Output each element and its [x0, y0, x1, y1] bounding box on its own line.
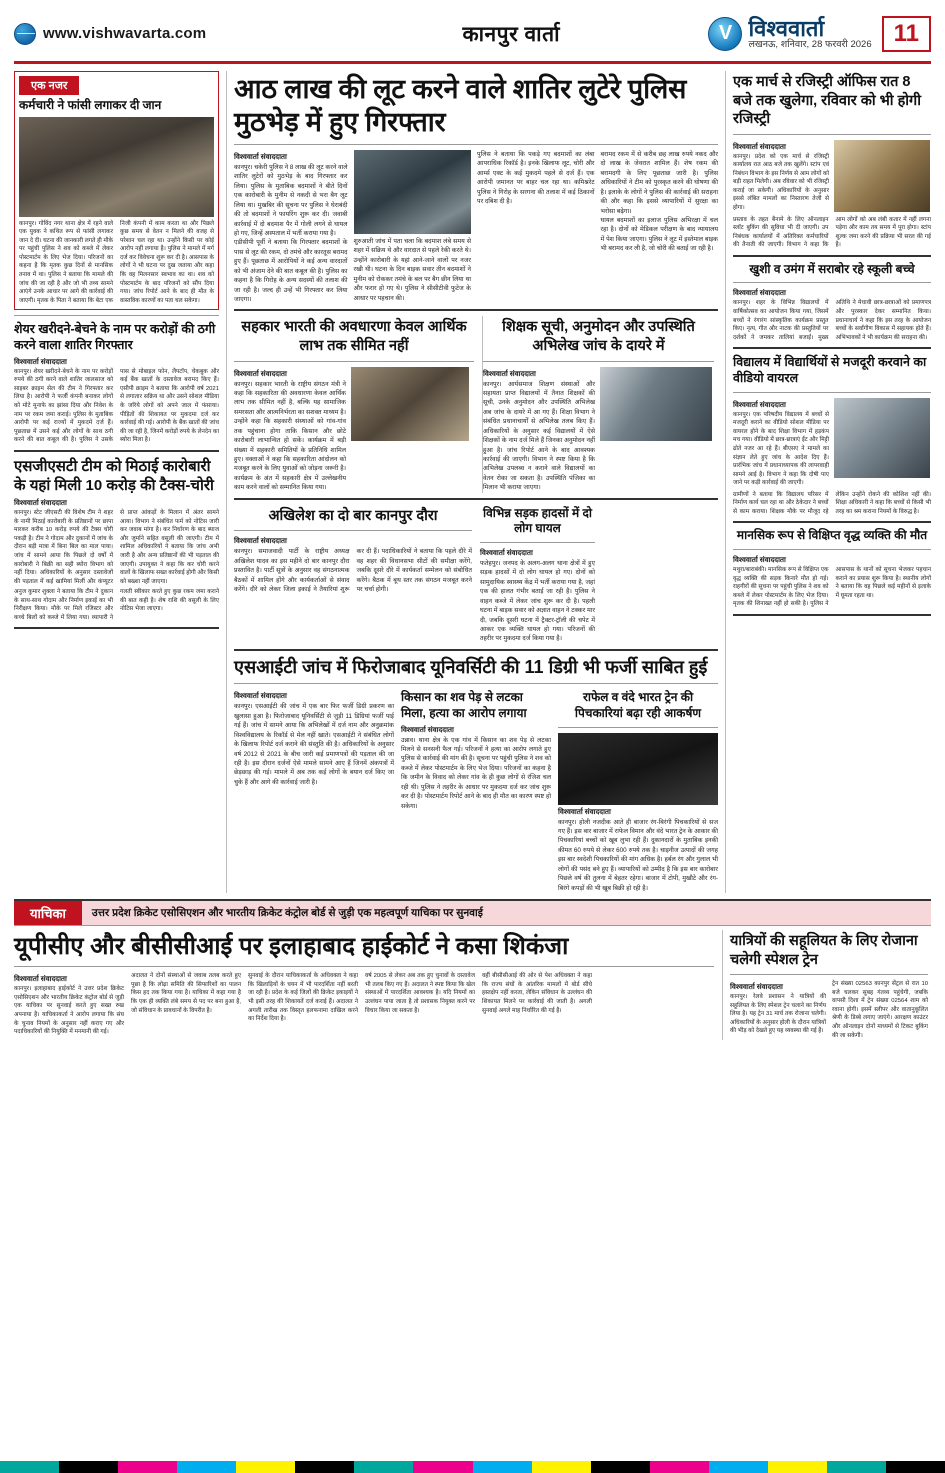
lead-col-3: [477, 150, 595, 305]
cmyk-swatch: [591, 1461, 650, 1473]
lead-col-2: [354, 150, 472, 305]
bottom-p3: सुनवाई के दौरान याचिकाकर्ता के अधिवक्ता ने कहा कि खिलाड़ियों के चयन में भी पारदर्शिता नहीं बरती जा रही है। प्रदेश के कई जिलों की क्रिकेट इकाइयों ने भी इसी तरह की शिकायतें दर्ज कराई हैं। अदालत ने अगली तारीख तक विस्तृत हलफनामा दाखिल करने का निर्देश दिया है।: [248, 973, 358, 1023]
cmyk-swatch: [0, 1461, 59, 1473]
eknazar-photo: [19, 117, 214, 217]
cmyk-swatch: [177, 1461, 236, 1473]
sub-stories-row: [234, 316, 718, 492]
story-farmer-text: उन्नाव। थाना क्षेत्र के एक गांव में किसान का शव पेड़ से लटका मिलने से सनसनी फैल गई। परिजनों ने हत्या का आरोप लगाते हुए पुलिस से कार्रवाई की मांग की है। सूचना पर पहुंची पुलिस ने शव को कब्जे में लेकर पोस्टमार्टम के लिए भेज दिया। परिजनों का कहना है कि जमीन के विवाद को लेकर गांव के ही कुछ लोगों से रंजिश चल रही थी। पुलिस ने तहरीर के आधार पर मुकदमा दर्ज कर जांच शुरू कर दी है। पोस्टमार्टम रिपोर्ट आने के बाद ही मौत का कारण स्पष्ट हो सकेगा।: [401, 736, 551, 810]
story-sit-block: [234, 689, 718, 893]
bottom-p5: वहीं बीसीसीआई की ओर से पेश अधिवक्ता ने कहा कि राज्य संघों के आंतरिक मामलों में बोर्ड सीधे हस्तक्षेप नहीं करता, लेकिन संविधान के उल्लंघन की शिकायत मिलने पर कार्रवाई की जाती है। अगली सुनवाई अगले माह निर्धारित की गई है।: [482, 973, 592, 1014]
masthead: [14, 10, 931, 64]
story-sahkar-text: कानपुर। सहकार भारती के राष्ट्रीय संगठन मंत्री ने कहा कि सहकारिता की अवधारणा केवल आर्थिक लाभ तक सीमित नहीं है, बल्कि यह सामाजिक समरसता और आत्मनिर्भरता का सशक्त माध्यम है। उन्होंने कहा कि सहकारी संस्थाओं को गांव-गांव तक पहुंचाना होगा ताकि किसान और छोटे कारोबारी लाभान्वित हो सकें। कार्यक्रम में बड़ी संख्या में सहकारी समितियों के प्रतिनिधि शामिल हुए। वक्ताओं ने कहा कि सहकारिता आंदोलन को मजबूत करने के लिए युवाओं को जोड़ना जरूरी है। कार्यक्रम के अंत में सहकारी क्षेत्र में उल्लेखनीय काम करने वालों को सम्मानित किया गया।: [234, 380, 346, 492]
story-registry-headline: एक मार्च से रजिस्ट्री ऑफिस रात 8 बजे तक खुलेगा, रविवार को भी होगी रजिस्ट्री: [733, 74, 921, 128]
cmyk-swatch: [886, 1461, 945, 1473]
story-sit-headline: एसआईटी जांच में फिरोजाबाद यूनिवर्सिटी की 11 डिग्री भी फर्जी साबित हुई: [234, 656, 708, 677]
story-registry-photo: [834, 140, 930, 212]
byline: विश्ववार्ता संवाददाता: [479, 547, 533, 557]
lead-col-4: [601, 150, 719, 305]
story-teacher-list: [482, 316, 714, 492]
story-video-viral-photo: [834, 398, 930, 478]
byline: विश्ववार्ता संवाददाता: [14, 498, 67, 508]
story-sahkar-headline: सहकार भारती की अवधारणा केवल आर्थिक लाभ तक सीमित नहीं: [241, 319, 467, 354]
byline: विश्ववार्ता संवाददाता: [730, 982, 783, 992]
cmyk-swatch: [354, 1461, 413, 1473]
story-teacher-text: कानपुर। आर्यसमाज शिक्षण संस्थाओं और सहायता प्राप्त विद्यालयों में तैनात शिक्षकों की सूची, उनके अनुमोदन और उपस्थिति अभिलेख अब जांच के दायरे में आ गए हैं। शिक्षा विभाग ने संबंधित प्रधानाचार्यों से अभिलेख तलब किए हैं। अधिकारियों के अनुसार कई विद्यालयों में ऐसे शिक्षकों के नाम दर्ज मिले हैं जिनका अनुमोदन नहीं हुआ है। जांच रिपोर्ट आने के बाद आवश्यक कार्रवाई की जाएगी। विभाग ने स्पष्ट किया है कि अभिलेख उपलब्ध न कराने वाले विद्यालयों का वेतन रोका जा सकता है। उपस्थिति पंजिका का मिलान भी कराया जाएगा।: [483, 380, 595, 492]
story-sahkar-photo: [351, 367, 469, 441]
bottom-right-headline: यात्रियों की सहूलियत के लिए रोजाना चलेगी स्पेशल ट्रेन: [730, 933, 918, 968]
byline: विश्ववार्ता संवाददाता: [733, 288, 786, 298]
byline: विश्ववार्ता संवाददाता: [14, 974, 67, 984]
story-registry-block: [733, 140, 931, 213]
column-left: [14, 71, 219, 893]
story-accident-headline: विभिन्न सड़क हादसों में दो लोग घायल: [482, 505, 592, 536]
story-registry-text: कानपुर। प्रदेश को एक मार्च से रजिस्ट्री कार्यालय रात आठ बजे तक खुलेंगे। स्टांप एवं निबंधन विभाग के इस निर्णय से आम लोगों को बड़ी राहत मिलेगी। अब रविवार को भी रजिस्ट्री कराई जा सकेगी। अधिकारियों के अनुसार इससे लंबित मामलों का निस्तारण तेजी से होगा।: [733, 153, 829, 212]
story-gst-text: कानपुर। स्टेट जीएसटी की विशेष टीम ने शहर के नामी मिठाई कारोबारी के प्रतिष्ठानों पर छापा मारकर करीब 10 करोड़ रुपये की टैक्स चोरी पकड़ी है। टीम ने गोदाम और दुकानों में जांच के दौरान बड़ी मात्रा में बिना बिल का माल पाया। जांच में सामने आया कि पिछले दो वर्षों में कारोबारी ने बिक्री का सही ब्योरा विभाग को नहीं दिया। अधिकारियों के अनुसार दस्तावेजों की पड़ताल में कई खामियां मिलीं और कंप्यूटर से प्राप्त आंकड़ों के मिलान में अंतर सामने आया। विभाग ने संबंधित फर्म को नोटिस जारी कर जवाब मांगा है। कर निर्धारण के बाद ब्याज और जुर्माने सहित वसूली की जाएगी। टीम में शामिल अधिकारियों ने बताया कि जांच अभी जारी है और अन्य प्रतिष्ठानों की भी पड़ताल की जाएगी। उपायुक्त ने कहा कि कर चोरी करने वालों के खिलाफ सख्त कार्रवाई होगी और किसी को बख्शा नहीं जाएगा।: [14, 510, 219, 585]
cmyk-swatch: [59, 1461, 118, 1473]
story-accident: [480, 505, 595, 644]
lead-p6: घायल बदमाशों का इलाज पुलिस अभिरक्षा में चल रहा है। दोनों को मेडिकल परीक्षण के बाद न्यायालय में पेश किया जाएगा। पुलिस ने लूट में इस्तेमाल बाइक भी बरामद कर ली है, जो चोरी की बताई जा रही है।: [600, 216, 719, 253]
byline: विश्ववार्ता संवाददाता: [234, 368, 287, 378]
story-registry-text-2: प्रस्ताव के तहत बैनामे के लिए ऑनलाइन स्लॉट बुकिंग की सुविधा भी दी जाएगी। उप निबंधक कार्यालयों में अतिरिक्त कर्मचारियों की तैनाती की जाएगी। विभाग ने कहा कि आम लोगों को अब लंबी कतार में नहीं लगना पड़ेगा और काम तय समय में पूरा होगा। स्टांप शुल्क जमा करने की प्रक्रिया भी सरल की गई है।: [733, 216, 931, 249]
column-right: [725, 71, 931, 893]
petition-tag: याचिका: [14, 901, 82, 925]
cmyk-registration-bar: [0, 1461, 945, 1473]
story-pichkari-text: कानपुर। होली नजदीक आते ही बाजार रंग-बिरंगी पिचकारियों से सज गए हैं। इस बार बाजार में राफेल विमान और वंदे भारत ट्रेन के आकार की पिचकारियां बच्चों को खूब लुभा रही हैं। दुकानदारों के मुताबिक इनकी कीमत 60 रुपये से लेकर 600 रुपये तक है। चाइनीज उत्पादों की जगह इस बार स्वदेशी पिचकारियों की मांग अधिक है। हर्बल रंग और गुलाल भी लोगों की पसंद बने हुए हैं। व्यापारियों को उम्मीद है कि इस बार कारोबार पिछले वर्ष की तुलना में बेहतर रहेगा। बाजार में टोपी, मुखौटे और रंग-बिरंगे कपड़ों की भी खूब बिक्री हो रही है।: [558, 818, 718, 892]
eknazar-text: कानपुर। गोविंद नगर थाना क्षेत्र में रहने वाले एक युवक ने कथित रूप से फांसी लगाकर जान दे दी। घटना की जानकारी लगते ही मौके पर पहुंची पुलिस ने शव को कब्जे में लेकर पोस्टमार्टम के लिए भेज दिया। परिजनों का कहना है कि मृतक कुछ दिनों से मानसिक तनाव में था। पुलिस ने बताया कि मामले की जांच की जा रही है और जो भी तथ्य सामने आएंगे उनके आधार पर आगे की कार्रवाई की जाएगी। मृतक के पिता ने बताया कि बेटा एक निजी कंपनी में काम करता था और पिछले कुछ समय से वेतन न मिलने की वजह से परेशान चल रहा था। उन्होंने किसी पर कोई आरोप नहीं लगाया है। पुलिस ने मामले में मर्ग दर्ज कर विवेचना शुरू कर दी है। आसपास के लोगों ने भी घटना पर दुख जताया और कहा कि वह मिलनसार स्वभाव का था। शव को पोस्टमार्टम के बाद परिजनों को सौंप दिया गया। जांच रिपोर्ट आने के बाद ही मौत के वास्तविक कारणों का पता चल सकेगा।: [19, 220, 214, 304]
bottom-right-story: [722, 930, 928, 1040]
bottom-p7: ट्रेन संख्या 02563 कानपुर सेंट्रल से रात 10 बजे चलकर सुबह गंतव्य पहुंचेगी, जबकि वापसी दिशा में ट्रेन संख्या 02564 शाम को रवाना होगी। इसमें स्लीपर और वातानुकूलित श्रेणी के डिब्बे लगाए जाएंगे। आरक्षण काउंटर और ऑनलाइन दोनों माध्यमों से टिकट बुकिंग की जा सकेगी।: [832, 981, 928, 1039]
story-school-kids-text: कानपुर। शहर के विभिन्न विद्यालयों में वार्षिकोत्सव का आयोजन किया गया, जिसमें बच्चों ने रंगारंग सांस्कृतिक कार्यक्रम प्रस्तुत किए। नृत्य, गीत और नाटक की प्रस्तुतियों पर दर्शकों ने जमकर तालियां बजाईं। मुख्य अतिथि ने मेधावी छात्र-छात्राओं को प्रमाणपत्र और पुरस्कार देकर सम्मानित किया। प्रधानाचार्य ने कहा कि इस तरह के आयोजन बच्चों के सर्वांगीण विकास में सहायक होते हैं। अभिभावकों ने भी कार्यक्रम की सराहना की।: [733, 300, 931, 341]
cmyk-swatch: [709, 1461, 768, 1473]
cmyk-swatch: [473, 1461, 532, 1473]
page-title: कानपुर वार्ता: [462, 22, 561, 46]
cmyk-swatch: [768, 1461, 827, 1473]
cmyk-swatch: [236, 1461, 295, 1473]
logo-title: विश्ववार्ता: [748, 15, 825, 41]
story-school-kids-headline: खुशी व उमंग में सराबोर रहे स्कूली बच्चे: [749, 261, 915, 276]
story-gst-headline: एसजीएसटी टीम को मिठाई कारोबारी के यहां मिली 10 करोड़ की टैक्स-चोरी: [14, 457, 214, 494]
story-pichkari-photo: [558, 733, 718, 805]
bottom-main-headline: यूपीसीए और बीसीसीआई पर इलाहाबाद हाईकोर्ट ने कसा शिकंजा: [14, 933, 569, 961]
page-number: 11: [882, 16, 931, 52]
lead-headline: आठ लाख की लूट करने वाले शातिर लुटेरे पुलिस मुठभेड़ में हुए गिरफ्तार: [234, 74, 687, 137]
eknazar-tab: एक नजर: [19, 76, 79, 95]
bottom-p6: कानपुर। रेलवे प्रशासन ने यात्रियों की सहूलियत के लिए स्पेशल ट्रेन चलाने का निर्णय लिया है। यह ट्रेन 31 मार्च तक रोजाना चलेगी। अधिकारियों के अनुसार होली के दौरान यात्रियों की भीड़ को देखते हुए यह व्यवस्था की गई है।: [730, 994, 826, 1035]
bottom-p1: कानपुर। इलाहाबाद हाईकोर्ट ने उत्तर प्रदेश क्रिकेट एसोसिएशन और भारतीय क्रिकेट कंट्रोल बोर्ड से जुड़ी एक याचिका पर सुनवाई करते हुए सख्त रुख अपनाया है। याचिकाकर्ता ने आरोप लगाया कि संघ के चुनाव नियमों के अनुसार नहीं कराए गए और पदाधिकारियों की नियुक्ति में मनमानी की गई।: [14, 986, 124, 1036]
bottom-p4: वर्ष 2005 से लेकर अब तक हुए चुनावों के दस्तावेज भी तलब किए गए हैं। अदालत ने स्पष्ट किया कि खेल संस्थाओं में पारदर्शिता आवश्यक है। यदि नियमों का उल्लंघन पाया जाता है तो प्रशासक नियुक्त करने पर विचार किया जा सकता है।: [365, 973, 475, 1014]
cmyk-swatch: [650, 1461, 709, 1473]
byline: विश्ववार्ता संवाददाता: [733, 141, 786, 151]
bottom-section: [14, 930, 931, 1040]
byline: विश्ववार्ता संवाददाता: [558, 806, 611, 816]
cmyk-swatch: [827, 1461, 886, 1473]
story-sit-text: कानपुर। एसआईटी की जांच में एक बार फिर फर्जी डिग्री प्रकरण का खुलासा हुआ है। फिरोजाबाद यूनिवर्सिटी से जुड़ी 11 डिग्रियां फर्जी पाई गई हैं। जांच में सामने आया कि अभिलेखों में दर्ज नाम और अनुक्रमांक विश्वविद्यालय के रिकॉर्ड से मेल नहीं खाते। एसआईटी ने संबंधित लोगों के खिलाफ रिपोर्ट दर्ज कराने की संस्तुति की है। अधिकारियों के अनुसार वर्ष 2012 से 2021 के बीच जारी कई प्रमाणपत्रों की पड़ताल की जा रही है। इस दौरान दर्जनों ऐसे मामले सामने आए हैं जिनमें अंकपत्रों में छेड़छाड़ की गई। मामले में अब तक कई लोगों के बयान दर्ज किए जा चुके हैं और आगे की कार्रवाई जारी है।: [234, 703, 394, 786]
lead-story-block: [234, 150, 718, 305]
petition-subtitle: उत्तर प्रदेश क्रिकेट एसोसिएशन और भारतीय क्रिकेट कंट्रोल बोर्ड से जुड़ी एक महत्वपूर्ण याचिका पर सुनवाई: [82, 901, 931, 925]
byline: विश्ववार्ता संवाददाता: [401, 724, 454, 734]
story-teacher-photo: [600, 367, 712, 441]
cmyk-swatch: [413, 1461, 472, 1473]
byline: विश्ववार्ता संवाददाता: [234, 691, 287, 701]
story-akhilesh-text: कानपुर। समाजवादी पार्टी के राष्ट्रीय अध्यक्ष अखिलेश यादव का इस महीने दो बार कानपुर दौरा प्रस्तावित है। पार्टी सूत्रों के अनुसार वह संगठनात्मक बैठकों में शामिल होंगे और कार्यकर्ताओं से संवाद करेंगे। दौरे को लेकर जिला इकाई ने तैयारियां शुरू कर दी हैं। पदाधिकारियों ने बताया कि पहले दौरे में वह शहर की विधानसभा सीटों की समीक्षा करेंगे, जबकि दूसरे दौरे में कार्यकर्ता सम्मेलन को संबोधित करेंगे। बैठक में बूथ स्तर तक संगठन मजबूत करने पर चर्चा होगी।: [234, 548, 472, 594]
story-share-fraud-headline: शेयर खरीदने-बेचने के नाम पर करोड़ों की ठगी करने वाला शातिर गिरफ्तार: [14, 322, 216, 353]
lead-p3: शुरुआती जांच में पता चला कि बदमाश लंबे समय से शहर में सक्रिय थे और वारदात से पहले रेकी करते थे। उन्होंने कारोबारी के यहां आने-जाने वालों पर नजर रखी थी। घटना के दिन बाइक सवार तीन बदमाशों ने मुनीम को रोककर तमंचे के बल पर बैग छीन लिया था और फरार हो गए थे। पुलिस ने सीसीटीवी फुटेज के आधार पर पहचान की।: [353, 237, 472, 302]
story-akhilesh-headline: अखिलेश का दो बार कानपुर दौरा: [268, 507, 438, 524]
eknazar-box: [14, 71, 219, 310]
story-video-viral-text: कानपुर। एक परिषदीय विद्यालय में बच्चों से मजदूरी कराने का वीडियो सोशल मीडिया पर वायरल होने के बाद शिक्षा विभाग में हड़कंप मच गया। वीडियो में छात्र-छात्राएं ईंट और मिट्टी ढोते नजर आ रहे हैं। बीएसए ने मामले का संज्ञान लेते हुए जांच के आदेश दिए हैं। प्रारंभिक जांच में प्रधानाध्यापक की लापरवाही सामने आई है। विभाग ने कहा कि दोषी पाए जाने पर कड़ी कार्रवाई की जाएगी।: [733, 411, 829, 487]
cmyk-swatch: [532, 1461, 591, 1473]
bottom-main-story: [14, 930, 714, 1040]
lead-p4: पुलिस ने बताया कि पकड़े गए बदमाशों का लंबा आपराधिक रिकॉर्ड है। इनके खिलाफ लूट, चोरी और आर्म्स एक्ट के कई मुकदमे पहले से दर्ज हैं। एक आरोपी जमानत पर बाहर चल रहा था। कमिश्नरेट पुलिस ने गिरोह के सरगना की तलाश में कई ठिकानों पर दबिश दी है।: [477, 150, 595, 206]
byline: विश्ववार्ता संवाददाता: [733, 399, 786, 409]
vishwavarta-logo-icon: [708, 17, 871, 51]
logo-mark-icon: V: [708, 17, 742, 51]
lead-col-1: [234, 150, 348, 305]
byline: विश्ववार्ता संवाददाता: [234, 536, 287, 546]
cmyk-swatch: [295, 1461, 354, 1473]
bottom-p2: अदालत ने दोनों संस्थाओं से जवाब तलब करते हुए पूछा है कि लोढ़ा समिति की सिफारिशों का पालन किस हद तक किया गया है। याचिका में कहा गया है कि एक ही व्यक्ति लंबे समय से पद पर बना हुआ है, जो संविधान के प्रावधानों के विपरीत है।: [131, 973, 241, 1014]
story-sahkar-bharti: [234, 316, 474, 492]
website-url[interactable]: www.vishwavarta.com: [43, 25, 207, 42]
story-teacher-headline: शिक्षक सूची, अनुमोदन और उपस्थिति अभिलेख जांच के दायरे में: [502, 319, 695, 354]
byline: विश्ववार्ता संवाददाता: [234, 151, 287, 161]
story-pichkari-headline: राफेल व वंदे भारत ट्रेन की पिचकारियां बढ़ा रही आकर्षण: [574, 690, 702, 720]
story-gst-text-2: अनुज कुमार शुक्ला ने बताया कि टीम ने दुकान के साथ-साथ गोदाम और निर्माण इकाई का भी निरीक्षण किया। मौके पर मिले रजिस्टर और कच्चे बिलों को कब्जे में लिया गया। व्यापारी ने गलती स्वीकार करते हुए कुछ रकम जमा कराने की बात कही है। शेष राशि की वसूली के लिए नोटिस भेजा जाएगा।: [14, 589, 219, 621]
story-accident-text: फतेहपुर। जनपद के अलग-अलग थाना क्षेत्रों में हुए सड़क हादसों में दो लोग घायल हो गए। दोनों को सामुदायिक स्वास्थ्य केंद्र में भर्ती कराया गया है, जहां एक की हालत गंभीर बताई जा रही है। पुलिस ने वाहन कब्जे में लेकर जांच शुरू कर दी है। पहली घटना में बाइक सवार को अज्ञात वाहन ने टक्कर मार दी, जबकि दूसरी घटना में ट्रैक्टर-ट्रॉली की चपेट में आकर एक व्यक्ति घायल हो गया। परिजनों की तहरीर पर मुकदमा दर्ज किया गया है।: [479, 559, 595, 643]
story-akhilesh: [234, 505, 472, 644]
edition-date: लखनऊ, शनिवार, 28 फरवरी 2026: [748, 39, 872, 51]
story-farmer-headline: किसान का शव पेड़ से लटका मिला, हत्या का आरोप लगाया: [401, 690, 527, 720]
byline: विश्ववार्ता संवाददाता: [733, 555, 786, 565]
byline: विश्ववार्ता संवाददाता: [483, 368, 536, 378]
story-elderly-death-headline: मानसिक रूप से विक्षिप्त वृद्ध व्यक्ति की मौत: [736, 528, 928, 543]
eknazar-headline: कर्मचारी ने फांसी लगाकर दी जान: [19, 98, 162, 112]
masthead-right: [708, 16, 931, 52]
cmyk-swatch: [118, 1461, 177, 1473]
globe-icon: [14, 23, 36, 45]
column-center: [226, 71, 718, 893]
lead-photo: [354, 150, 472, 234]
story-video-viral-headline: विद्यालय में विद्यार्थियों से मजदूरी करवाने का वीडियो वायरल: [733, 355, 927, 386]
main-grid: [14, 71, 931, 893]
lead-p5: बरामद रकम में से करीब छह लाख रुपये नकद और दो लाख के जेवरात शामिल हैं। शेष रकम की बरामदगी के लिए पूछताछ जारी है। पुलिस अधिकारियों ने टीम को पुरस्कृत करने की घोषणा की है। इलाके के लोगों ने पुलिस की कार्रवाई की सराहना की और कहा कि इससे व्यापारियों में सुरक्षा का भरोसा बढ़ेगा।: [600, 150, 719, 215]
story-video-viral-text-2: ग्रामीणों ने बताया कि विद्यालय परिसर में निर्माण कार्य चल रहा था और ठेकेदार ने बच्चों से काम कराया। शिक्षक मौके पर मौजूद रहे लेकिन उन्होंने रोकने की कोशिश नहीं की। शिक्षा अधिकारी ने कहा कि बच्चों से किसी भी तरह का श्रम कराना नियमों के विरुद्ध है।: [733, 491, 931, 515]
row-akhilesh-accident: [234, 505, 718, 644]
story-share-fraud-text: कानपुर। शेयर खरीदने-बेचने के नाम पर करोड़ों रुपये की ठगी करने वाले शातिर जालसाज को साइबर क्राइम सेल की टीम ने गिरफ्तार कर लिया है। आरोपी ने फर्जी कंपनी बनाकर लोगों को मोटे मुनाफे का झांसा दिया और निवेश के नाम पर रकम जमा कराई। पुलिस के मुताबिक आरोपी पर कई राज्यों में मुकदमे दर्ज हैं। पूछताछ में उसने कई और लोगों के साथ ठगी करने की बात कबूल की है। पुलिस ने उसके पास से मोबाइल फोन, लैपटॉप, चेकबुक और कई बैंक खातों के दस्तावेज बरामद किए हैं। एसीपी क्राइम ने बताया कि आरोपी वर्ष 2021 से लगातार सक्रिय था और उसने सोशल मीडिया के जरिये लोगों को अपने जाल में फंसाया। पीड़ितों की शिकायत पर मुकदमा दर्ज कर कार्रवाई की गई। आरोपी के बैंक खातों की जांच की जा रही है, जिनमें करोड़ों रुपये के लेनदेन का ब्योरा मिला है।: [14, 368, 219, 444]
lead-p2: एडीसीपी पूर्वी ने बताया कि गिरफ्तार बदमाशों के पास से लूट की रकम, दो तमंचे और कारतूस बरामद हुए हैं। पूछताछ में आरोपियों ने कई अन्य वारदातों को भी अंजाम देने की बात कबूल की है। पुलिस का कहना है कि गिरोह के अन्य सदस्यों की तलाश की जा रही है। जल्द ही उन्हें भी गिरफ्तार कर लिया जाएगा।: [234, 239, 348, 303]
story-elderly-death-text: मथुरा/बाराबंकी। मानसिक रूप से विक्षिप्त एक वृद्ध व्यक्ति की सड़क किनारे मौत हो गई। राहगीरों की सूचना पर पहुंची पुलिस ने शव को कब्जे में लेकर पोस्टमार्टम के लिए भेज दिया। मृतक की शिनाख्त नहीं हो सकी है। पुलिस ने आसपास के थानों को सूचना भेजकर पहचान कराने का प्रयास शुरू किया है। स्थानीय लोगों ने बताया कि वह पिछले कई महीनों से इलाके में घूमता रहता था।: [733, 567, 931, 608]
byline: विश्ववार्ता संवाददाता: [14, 356, 67, 366]
masthead-left: [14, 23, 314, 45]
bottom-banner: [14, 899, 931, 926]
lead-p1: कानपुर। चकेरी पुलिस ने 8 लाख की लूट करने वाले शातिर लुटेरों को मुठभेड़ के बाद गिरफ्तार कर लिया। पुलिस के मुताबिक बदमाशों ने बीते दिनों एक कारोबारी के मुनीम से नकदी से भरा बैग लूट लिया था। मुखबिर की सूचना पर पुलिस ने घेराबंदी की तो बदमाशों ने फायरिंग शुरू कर दी। जवाबी कार्रवाई में दो बदमाश पैर में गोली लगने से घायल हो गए, जिन्हें अस्पताल में भर्ती कराया गया है।: [234, 163, 348, 237]
